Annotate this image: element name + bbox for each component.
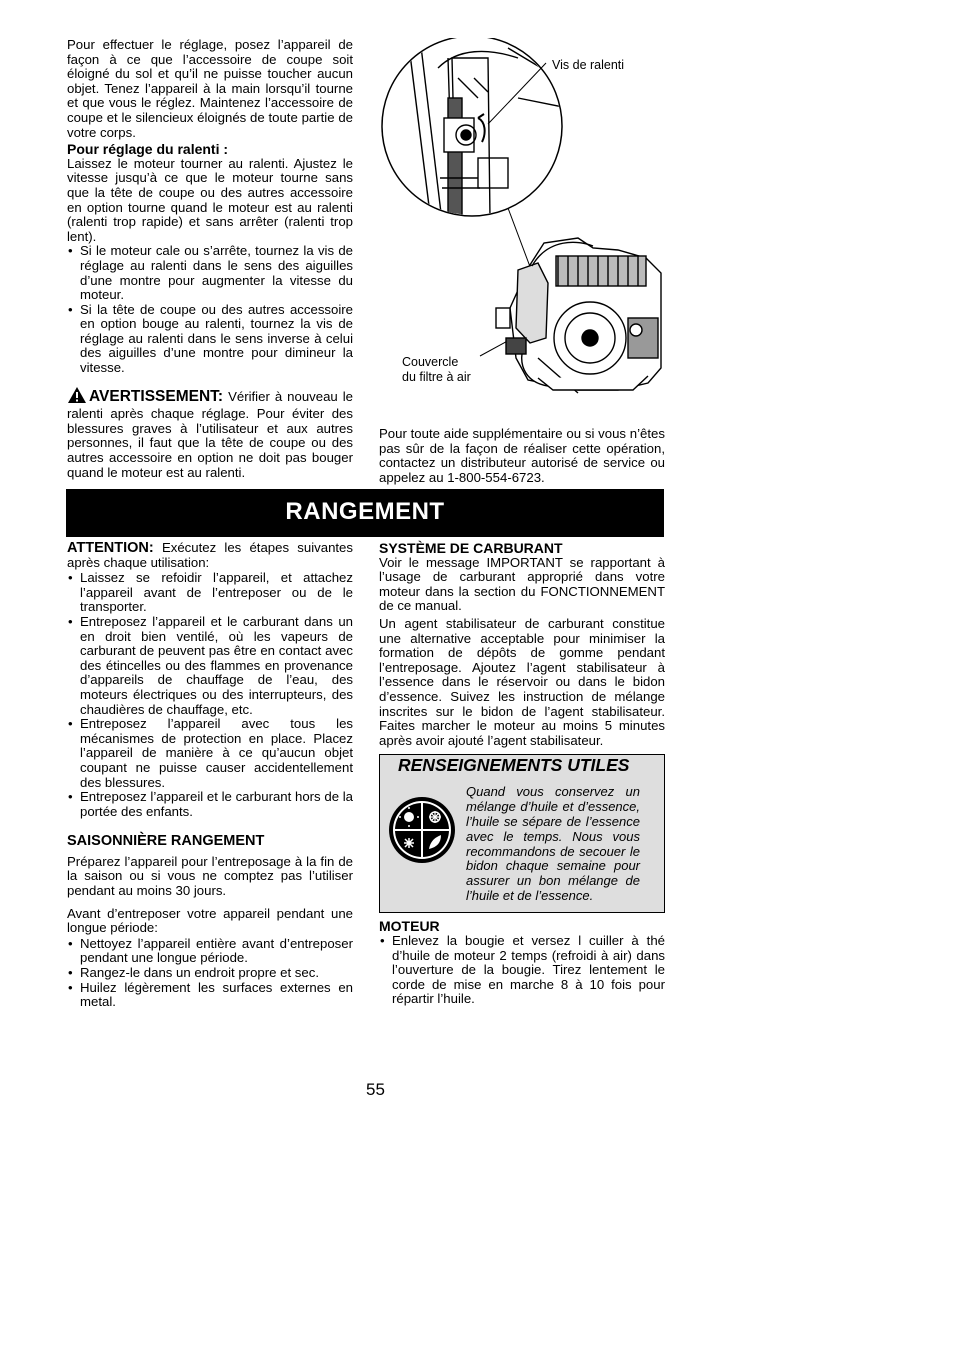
- section-banner: [66, 489, 664, 537]
- page-number: 55: [366, 1080, 385, 1099]
- label-line: Couvercle: [402, 355, 459, 369]
- seasons-icon: [387, 795, 457, 869]
- seasonal-paragraph: Avant d’entreposer votre appareil pendant une longue période:: [67, 905, 353, 936]
- label-idle-screw: Vis de ralenti: [552, 58, 625, 72]
- list-item: • Entreposez l’appareil et le carburant dans un en droit bien ventilé, où les vapeurs de carburant de peuvent pas être en contact avec des étincelles ou des flammes en provenance d’appareils de chauffage de l’eau, des moteurs électriques ou des interrupteurs, des chaudières de chauffage, etc.: [67, 615, 353, 717]
- fuel-paragraph: Voir le message IMPORTANT se rapportant à l’usage de carburant approprié dans votre moteur dans la section du FONCTIONNEMENT de ce manual.: [379, 554, 665, 614]
- help-section: [379, 427, 665, 485]
- list-item: • Laissez se refoidir l’appareil, et attachez l’appareil avant de l’entreposer ou de le transporter.: [67, 571, 353, 615]
- list-item: • Enlevez la bougie et versez l cuiller à thé d’huile de moteur 2 temps (refroidi à air) dans l’ouverture de la bougie. Tirez lentement le corde de mise en marche 8 à 10 fois pour répartir l’huile.: [379, 934, 665, 1007]
- attention-text: Exécutez les étapes suivantes après chaque utilisation:: [67, 540, 353, 570]
- list-item: • Rangez-le dans un endroit propre et sec.: [67, 966, 353, 981]
- storage-bullets: [67, 571, 353, 819]
- idle-bullets: [67, 244, 353, 375]
- warning-text: Vérifier à nouveau le ralenti après chaque réglage. Pour éviter des blessures graves à l’utilisateur et aux autres personnes, il faut que la tête de coupe ou des autres accessoire en option ne doit pas bouger quand le moteur est au ralenti.: [67, 388, 353, 480]
- seasonal-bullets: [67, 937, 353, 1010]
- fuel-heading: SYSTÈME DE CARBURANT: [379, 540, 563, 556]
- help-paragraph: Pour toute aide supplémentaire ou si vous n’êtes pas sûr de la façon de réaliser cette opération, contactez un distributeur autorisé de service ou appelez au 1-800-554-6723.: [379, 426, 665, 485]
- tips-title: RENSEIGNEMENTS UTILES: [398, 755, 630, 776]
- fuel-engine-section: [379, 541, 665, 1007]
- tips-box: [379, 754, 665, 913]
- warning-label: AVERTISSEMENT:: [89, 387, 224, 405]
- list-item: • Nettoyez l’appareil entière avant d’entreposer pendant une longue période.: [67, 937, 353, 966]
- warning-triangle-icon: [67, 386, 87, 408]
- seasonal-paragraph: Préparez l’appareil pour l’entreposage à la fin de la saison ou si vous ne comptez pas l’utiliser pendant au moins 30 jours.: [67, 853, 353, 899]
- tips-text: Quand vous conservez un mélange d’huile et d’essence, l’huile se sépare de l’essence avec le temps. Nous vous recommandons de secouer le bidon chaque semaine pour assurer un bon mélange de l’huile et de l’essence.: [466, 784, 640, 903]
- engine-bullets: [379, 934, 665, 1007]
- idle-heading: Pour réglage du ralenti :: [67, 141, 229, 158]
- fuel-paragraph: Un agent stabilisateur de carburant constitue une alternative acceptable pour minimiser la formation de dépôts de gomme pendant l’entreposage. Ajoutez l’agent stabilisateur à l’essence dans le réservoir ou dans le bidon d’essence. Suivez les instruction de mélange inscrites sur le bidon de l’agent stabilisateur. Faites marcher le moteur au moins 5 minutes après avoir ajouté l’agent stabilisateur.: [379, 615, 665, 748]
- storage-section: [67, 541, 353, 1010]
- list-item: • Entreposez l’appareil et le carburant hors de la portée des enfants.: [67, 790, 353, 819]
- list-item: • Si le moteur cale ou s’arrête, tournez la vis de réglage au ralenti dans le sens des aiguilles d’une montre pour augmenter la vitesse du moteur.: [67, 244, 353, 302]
- intro-paragraph: Pour effectuer le réglage, posez l’appareil de façon à ce que l’accessoire de coupe soit éloigné du sol et qu’il ne puisse toucher aucun objet. Tenez l’appareil à la main lorsqu’il tourne et que vous le réglez. Maintenez l’accessoire de coupe et le silencieux éloignés de toute partie de votre corps.: [67, 37, 353, 140]
- label-air-filter-cover: [402, 355, 471, 384]
- attention-paragraph: [67, 541, 353, 570]
- idle-paragraph: Laissez le moteur tourner au ralenti. Ajustez le vitesse jusqu’à ce que le moteur tourne sans que la tête de coupe ou des autres accessoire en option tourne quand le moteur est au ralenti (ralenti trop rapide) et sans arrêter (ralenti trop lent).: [67, 155, 353, 244]
- list-item: • Si la tête de coupe ou des autres accessoire en option bouge au ralenti, tournez la vis de réglage au ralenti dans le sens inverse à celui des aiguilles d’une montre pour dimineur la vitesse.: [67, 303, 353, 376]
- attention-label: ATTENTION:: [67, 540, 154, 556]
- list-item: • Entreposez l’appareil avec tous les mécanismes de protection en place. Placez l’appareil de manière à ce qu’aucun objet coupant ne puisse causer accidentellement des blessures.: [67, 717, 353, 790]
- list-item: • Huilez légèrement les surfaces externes en metal.: [67, 981, 353, 1010]
- engine-heading: MOTEUR: [379, 918, 440, 935]
- label-line: du filtre à air: [402, 369, 471, 384]
- seasonal-heading: SAISONNIÈRE RANGEMENT: [67, 833, 265, 850]
- warning-paragraph: [67, 386, 353, 481]
- section-title: RANGEMENT: [285, 498, 445, 525]
- idle-adjustment-section: [67, 38, 353, 480]
